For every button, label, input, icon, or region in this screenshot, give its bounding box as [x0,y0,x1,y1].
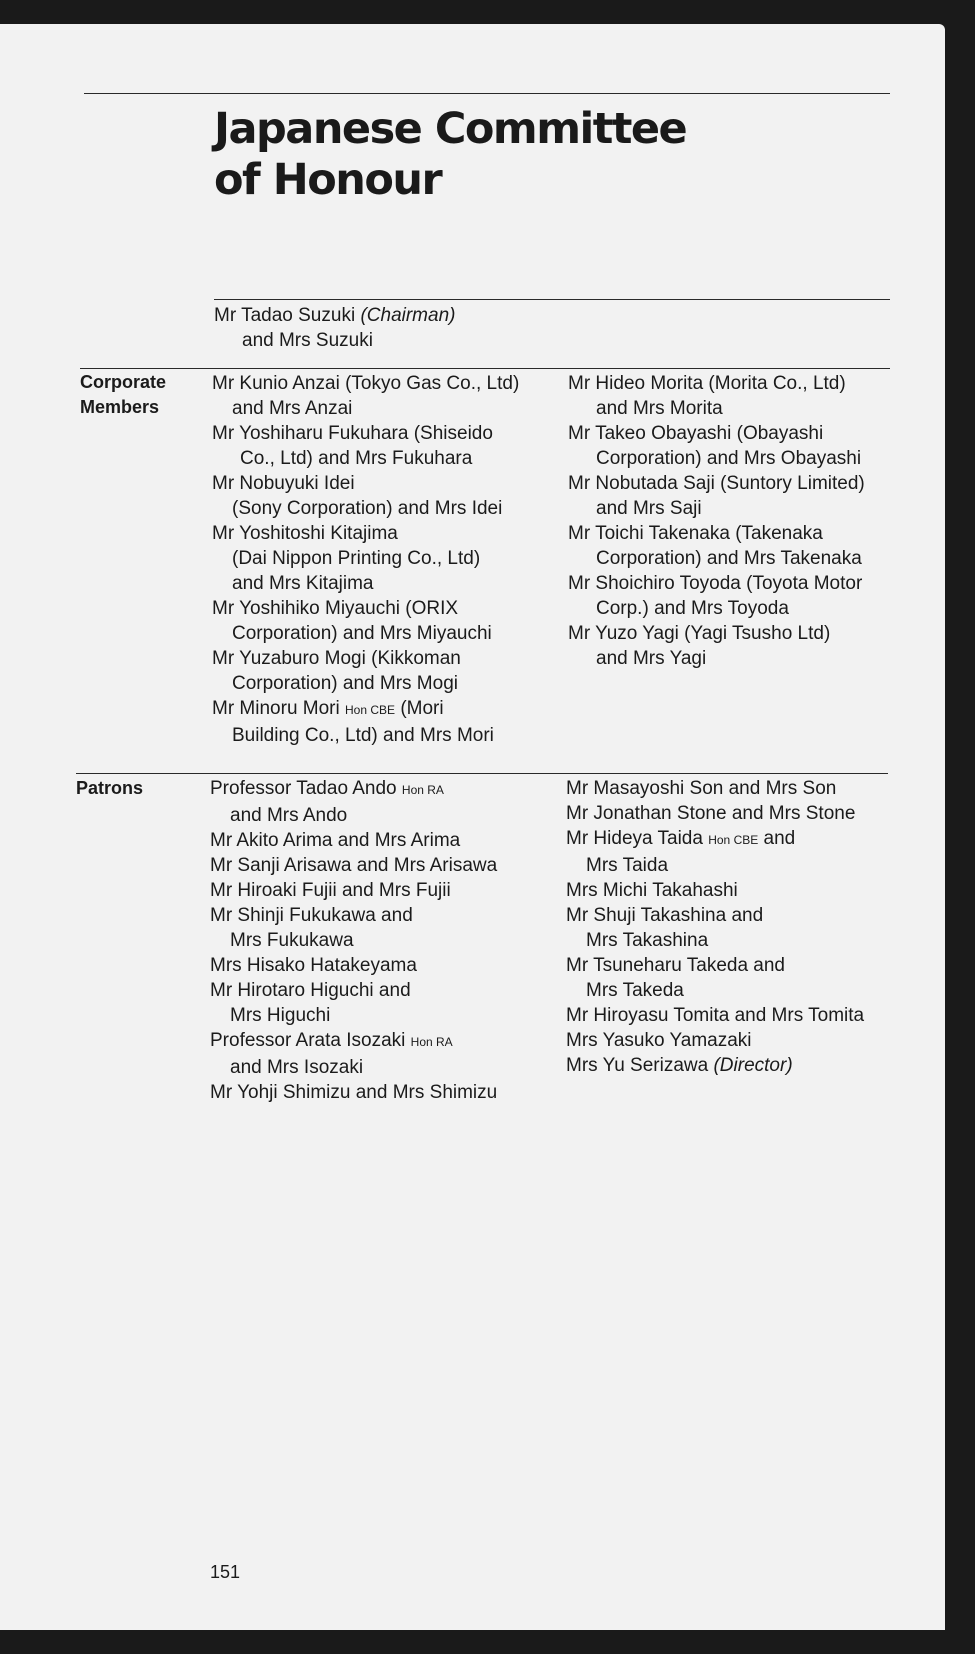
list-item [568,421,865,471]
entry-line: Mrs Takeda [586,980,684,1001]
director-role: (Director) [713,1055,793,1076]
entry-line: and Mrs Kitajima [232,573,374,594]
entry-line: and Mrs Saji [596,498,702,519]
list-item: Mr Hiroaki Fujii and Mrs Fujii [210,880,451,901]
entry-line: Mr Yoshitoshi Kitajima [212,523,398,544]
entry-line: Mrs Fukukawa [230,930,354,951]
entry-line: and [758,828,796,849]
entry-line: Mr Yuzo Yagi (Yagi Tsusho Ltd) [568,623,831,644]
chair-entry [214,303,455,353]
list-item [212,521,519,596]
list-item [212,646,519,696]
corporate-top-rule [80,368,890,369]
entry-line: and Mrs Ando [230,805,348,826]
entry-line: and Mrs Morita [596,398,723,419]
entry-line: Mrs Higuchi [230,1005,331,1026]
chair-top-rule [214,299,890,300]
corporate-members-label [80,370,166,420]
list-item [568,571,865,621]
entry-line: Mr Nobuyuki Idei [212,473,355,494]
list-item: Mr Sanji Arisawa and Mrs Arisawa [210,855,498,876]
list-item [568,521,865,571]
honour-abbrev: Hon RA [401,783,444,797]
list-item [210,1028,497,1080]
list-item: Mr Yohji Shimizu and Mrs Shimizu [210,1082,498,1103]
entry-line: and Mrs Yagi [596,648,707,669]
list-item [210,776,497,828]
entry-line: Professor Tadao Ando [210,778,402,799]
list-item [566,953,864,1003]
list-item [212,371,519,421]
entry-line: Corp.) and Mrs Toyoda [596,598,789,619]
entry-line: (Sony Corporation) and Mrs Idei [232,498,503,519]
entry-line: Mr Shinji Fukukawa and [210,905,413,926]
entry-line: Co., Ltd) and Mrs Fukuhara [240,448,473,469]
entry-line: Mr Yuzaburo Mogi (Kikkoman [212,648,461,669]
list-item [568,621,865,671]
page-number: 151 [210,1562,241,1582]
list-item [212,471,519,521]
entry-line: Mr Minoru Mori [212,698,346,719]
list-item [568,371,865,421]
entry-line: Mr Hideo Morita (Morita Co., Ltd) [568,373,846,394]
patrons-top-rule [76,773,888,774]
entry-line: (Mori [395,698,444,719]
entry-line: Mr Shoichiro Toyoda (Toyota Motor [568,573,863,594]
chair-name: Mr Tadao Suzuki [214,305,361,326]
honour-abbrev: Hon CBE [345,703,396,717]
chair-role: (Chairman) [360,305,456,326]
list-item [566,826,864,878]
list-item [566,1053,864,1078]
entry-line: Building Co., Ltd) and Mrs Mori [232,725,494,746]
entry-line: Mr Kunio Anzai (Tokyo Gas Co., Ltd) [212,373,520,394]
entry-line: Corporation) and Mrs Takenaka [596,548,862,569]
corporate-label-line1: Corporate [80,372,167,392]
entry-line: Mr Yoshihiko Miyauchi (ORIX [212,598,459,619]
patrons-left-column [210,776,497,1105]
entry-line: Mr Yoshiharu Fukuhara (Shiseido [212,423,493,444]
corporate-right-column [568,371,865,671]
entry-line: Mr Toichi Takenaka (Takenaka [568,523,823,544]
list-item [212,596,519,646]
entry-line: Mr Nobutada Saji (Suntory Limited) [568,473,865,494]
chair-spouse: and Mrs Suzuki [242,330,373,351]
entry-line: Mrs Taida [586,855,669,876]
page-title-line1: Japanese Committee [214,104,687,154]
entry-line: Professor Arata Isozaki [210,1030,411,1051]
entry-line: Mr Hideya Taida [566,828,709,849]
entry-line: Corporation) and Mrs Miyauchi [232,623,492,644]
entry-line: Corporation) and Mrs Mogi [232,673,458,694]
list-item [210,978,497,1028]
entry-line: Mrs Yu Serizawa [566,1055,714,1076]
entry-line: Corporation) and Mrs Obayashi [596,448,862,469]
list-item: Mr Akito Arima and Mrs Arima [210,830,461,851]
entry-line: (Dai Nippon Printing Co., Ltd) [232,548,481,569]
list-item: Mr Hiroyasu Tomita and Mrs Tomita [566,1005,865,1026]
entry-line: and Mrs Isozaki [230,1057,364,1078]
patrons-right-column [566,776,864,1078]
document-page [0,24,945,1630]
entry-line: Mr Shuji Takashina and [566,905,764,926]
page-title [214,104,686,206]
list-item: Mr Jonathan Stone and Mrs Stone [566,803,856,824]
honour-abbrev: Hon RA [410,1035,453,1049]
page-title-line2: of Honour [214,155,442,205]
top-rule [84,93,890,94]
list-item [212,696,519,748]
list-item: Mrs Yasuko Yamazaki [566,1030,752,1051]
list-item: Mrs Hisako Hatakeyama [210,955,417,976]
list-item: Mrs Michi Takahashi [566,880,738,901]
entry-line: and Mrs Anzai [232,398,353,419]
corporate-label-line2: Members [80,397,160,417]
entry-line: Mr Takeo Obayashi (Obayashi [568,423,824,444]
list-item: Mr Masayoshi Son and Mrs Son [566,778,837,799]
list-item [566,903,864,953]
entry-line: Mr Hirotaro Higuchi and [210,980,411,1001]
patrons-label: Patrons [76,778,144,798]
list-item [210,903,497,953]
list-item [568,471,865,521]
entry-line: Mr Tsuneharu Takeda and [566,955,786,976]
corporate-left-column [212,371,519,748]
list-item [212,421,519,471]
entry-line: Mrs Takashina [586,930,709,951]
honour-abbrev: Hon CBE [708,833,759,847]
